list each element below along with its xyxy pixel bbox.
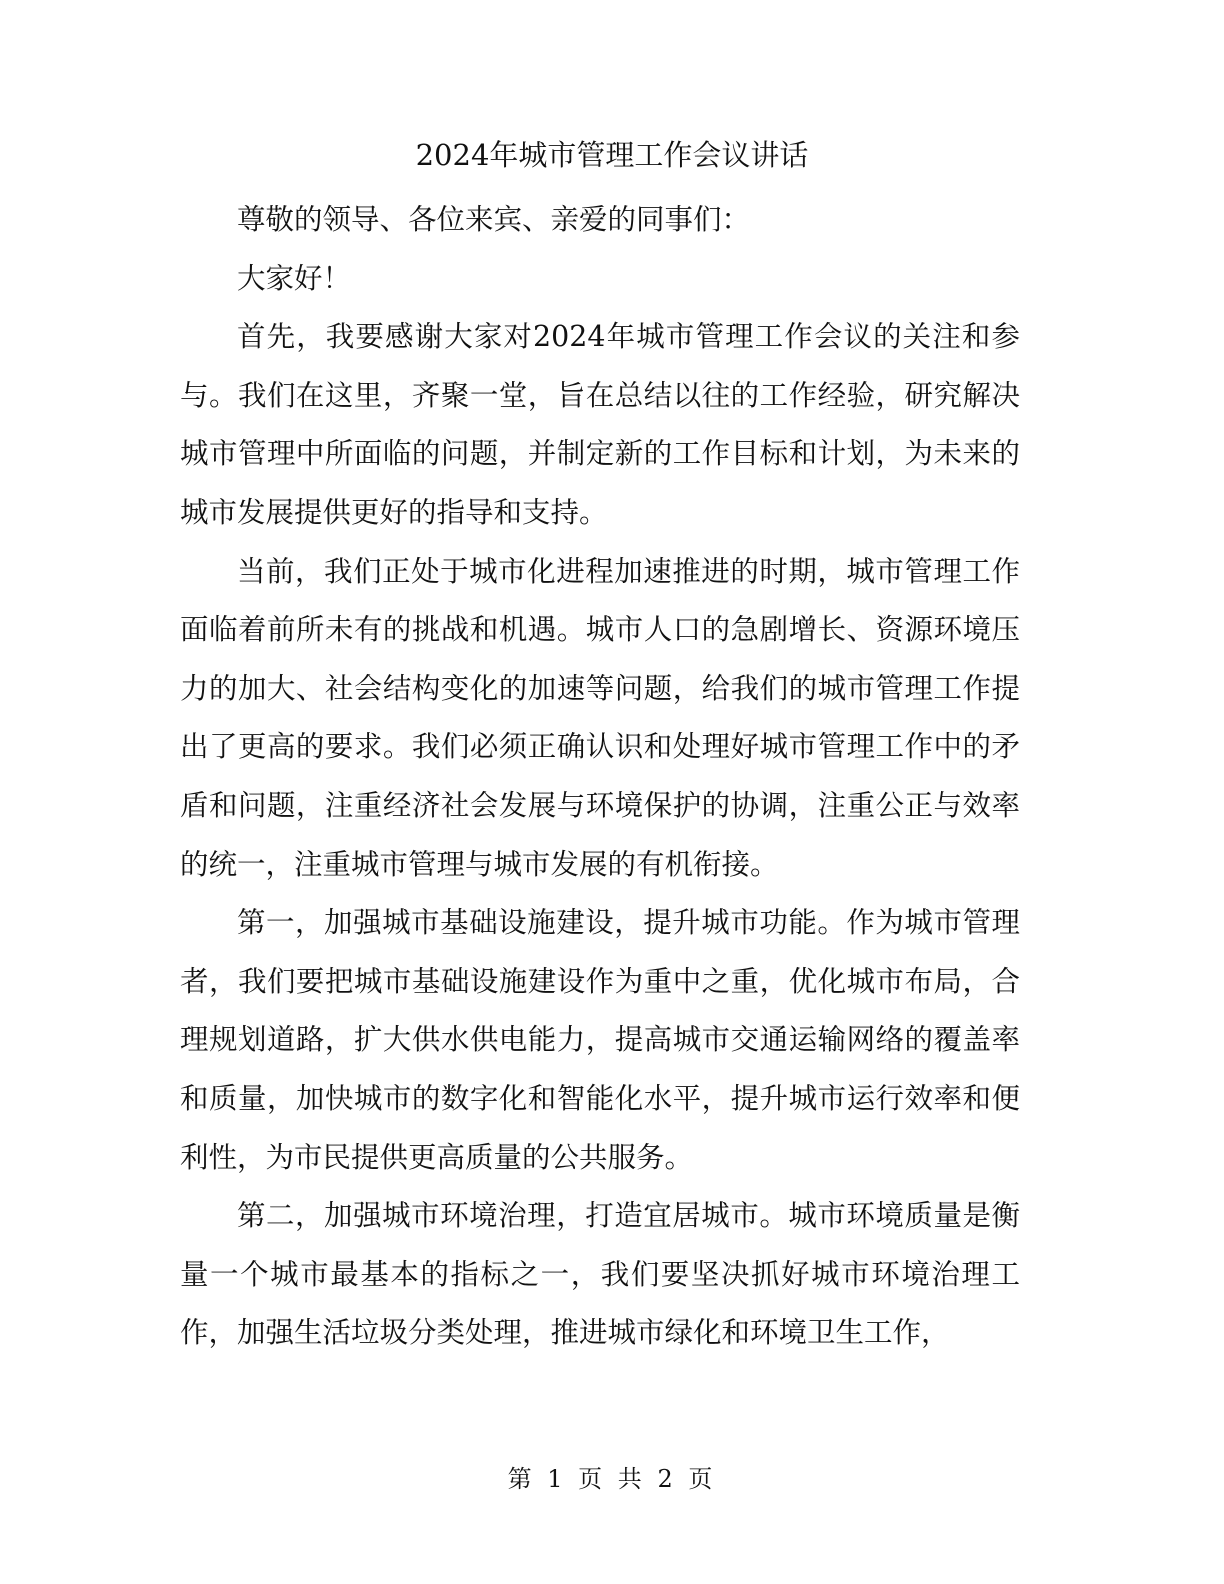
document-body [180, 191, 1020, 1363]
document-title: 2024年城市管理工作会议讲话 [415, 138, 809, 172]
body-paragraph: 第一，加强城市基础设施建设，提升城市功能。作为城市管理者，我们要把城市基础设施建设作为重中之重，优化城市布局，合理规划道路，扩大供水供电能力，提高城市交通运输网络的覆盖率和质量，加快城市的数字化和智能化水平，提升城市运行效率和便利性，为市民提供更高质量的公共服务。 [180, 906, 1020, 1174]
page-number-footer: 第 1 页 共 2 页 [507, 1465, 717, 1493]
greeting-paragraph: 大家好！ [237, 261, 352, 295]
body-paragraph: 第二，加强城市环境治理，打造宜居城市。城市环境质量是衡量一个城市最基本的指标之一，我们要坚决抓好城市环境治理工作，加强生活垃圾分类处理，推进城市绿化和环境卫生工作， [180, 1199, 1020, 1350]
body-paragraph: 首先，我要感谢大家对2024年城市管理工作会议的关注和参与。我们在这里，齐聚一堂，旨在总结以往的工作经验，研究解决城市管理中所面临的问题，并制定新的工作目标和计划，为未来的城市发展提供更好的指导和支持。 [180, 320, 1020, 529]
salutation-paragraph: 尊敬的领导、各位来宾、亲爱的同事们： [237, 203, 751, 236]
body-paragraph: 当前，我们正处于城市化进程加速推进的时期，城市管理工作面临着前所未有的挑战和机遇。城市人口的急剧增长、资源环境压力的加大、社会结构变化的加速等问题，给我们的城市管理工作提出了更高的要求。我们必须正确认识和处理好城市管理工作中的矛盾和问题，注重经济社会发展与环境保护的协调，注重公正与效率的统一，注重城市管理与城市发展的有机衔接。 [180, 554, 1020, 881]
